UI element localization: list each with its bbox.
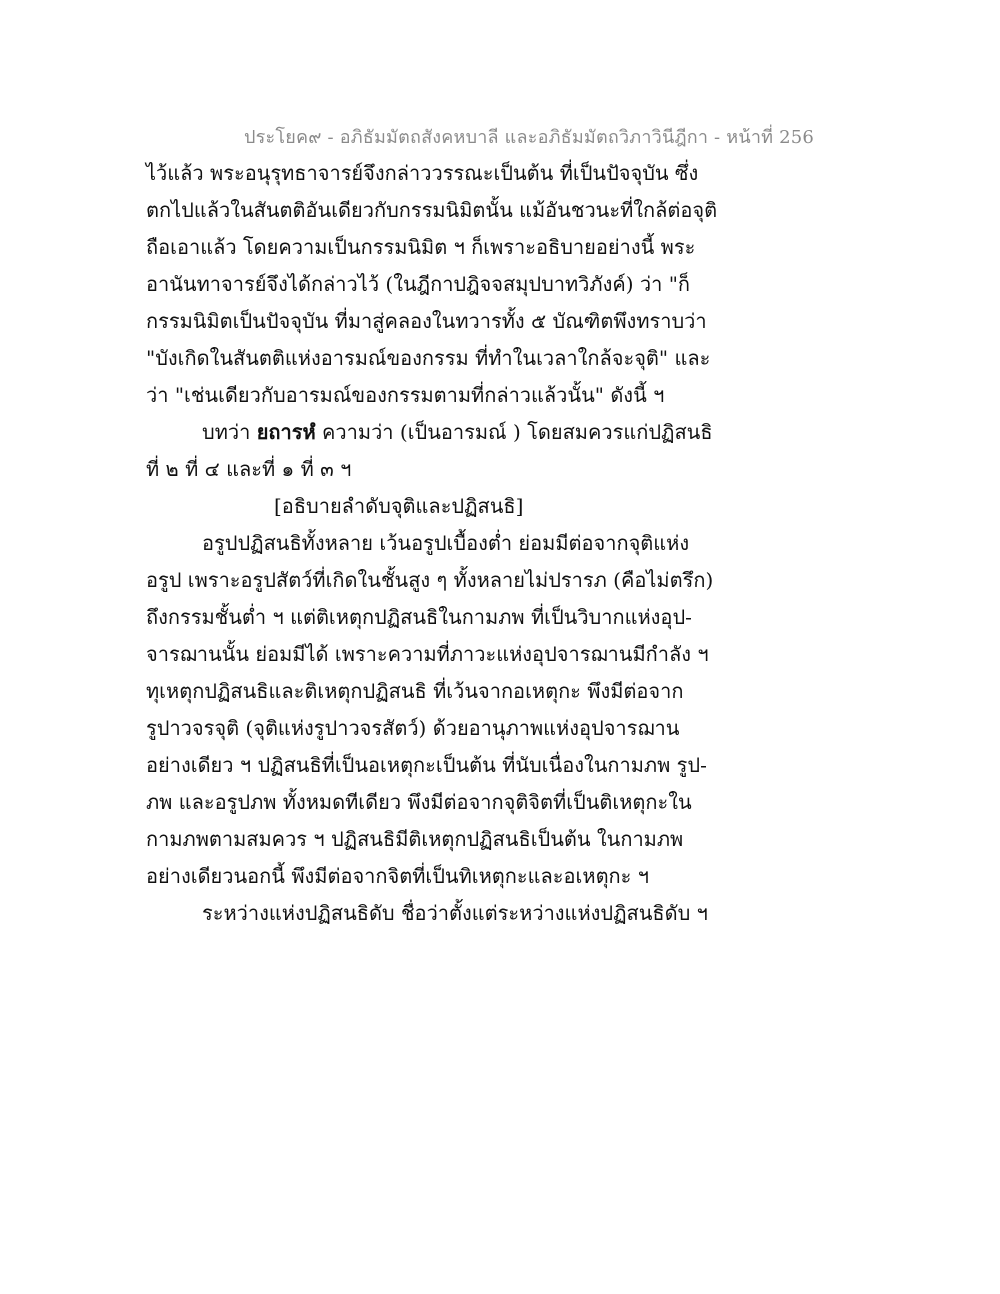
section-heading: [อธิบายลำดับจุติและปฏิสนธิ]: [274, 494, 524, 518]
text-line: รูปาวจรจุติ (จุติแห่งรูปาวจรสัตว์) ด้วยอานุภาพแห่งอุปจารฌาน: [146, 716, 680, 740]
bold-term: ยถารหํ: [256, 420, 316, 444]
text-line: ทุเหตุกปฏิสนธิและติเหตุกปฏิสนธิ ที่เว้นจากอเหตุกะ พึงมีต่อจาก: [146, 679, 684, 703]
text-line: ที่ ๒ ที่ ๔ และที่ ๑ ที่ ๓ ฯ: [146, 457, 352, 481]
running-header: ประโยค๙ - อภิธัมมัตถสังคหบาลี และอภิธัมมัตถวิภาวินีฎีกา - หน้าที่ 256: [244, 127, 815, 148]
text-line: "บังเกิดในสันตติแห่งอารมณ์ของกรรม ที่ทำในเวลาใกล้จะจุติ" และ: [146, 346, 711, 370]
text-line: จารฌานนั้น ย่อมมีได้ เพราะความที่ภาวะแห่งอุปจารฌานมีกำลัง ฯ: [146, 642, 709, 666]
text-line: ว่า "เช่นเดียวกับอารมณ์ของกรรมตามที่กล่าวแล้วนั้น" ดังนี้ ฯ: [146, 383, 665, 407]
text-line: ไว้แล้ว พระอนุรุทธาจารย์จึงกล่าววรรณะเป็นต้น ที่เป็นปัจจุบัน ซึ่ง: [146, 161, 699, 185]
text-line: [146, 414, 713, 451]
text-line: ระหว่างแห่งปฏิสนธิดับ ชื่อว่าตั้งแต่ระหว่างแห่งปฏิสนธิดับ ฯ: [202, 901, 708, 925]
text-line: อรูป เพราะอรูปสัตว์ที่เกิดในชั้นสูง ๆ ทั้งหลายไม่ปรารภ (คือไม่ตรึก): [146, 568, 714, 592]
para2-prefix: บทว่า: [202, 420, 257, 444]
text-line: กามภพตามสมควร ฯ ปฏิสนธิมีติเหตุกปฏิสนธิเป็นต้น ในกามภพ: [146, 827, 684, 851]
text-line: อย่างเดียวนอกนี้ พึงมีต่อจากจิตที่เป็นทิเหตุกะและอเหตุกะ ฯ: [146, 864, 649, 888]
text-line: ภพ และอรูปภพ ทั้งหมดทีเดียว พึงมีต่อจากจุติจิตที่เป็นติเหตุกะใน: [146, 790, 692, 814]
text-line: ถึงกรรมชั้นต่ำ ฯ แต่ติเหตุกปฏิสนธิในกามภพ ที่เป็นวิบากแห่งอุป-: [146, 605, 692, 629]
text-line: อรูปปฏิสนธิทั้งหลาย เว้นอรูปเบื้องต่ำ ย่อมมีต่อจากจุติแห่ง: [202, 531, 690, 555]
text-line: ตกไปแล้วในสันตติอันเดียวกับกรรมนิมิตนั้น แม้อันชวนะที่ใกล้ต่อจุติ: [146, 198, 718, 222]
para2-rest: ความว่า (เป็นอารมณ์ ) โดยสมควรแก่ปฏิสนธิ: [315, 420, 713, 444]
text-line: อานันทาจารย์จึงได้กล่าวไว้ (ในฎีกาปฎิจจสมุปบาทวิภังค์) ว่า "ก็: [146, 272, 691, 296]
body-text: [146, 155, 718, 932]
text-line: ถือเอาแล้ว โดยความเป็นกรรมนิมิต ฯ ก็เพราะอธิบายอย่างนี้ พระ: [146, 235, 696, 259]
text-line: กรรมนิมิตเป็นปัจจุบัน ที่มาสู่คลองในทวารทั้ง ๕ บัณฑิตพึงทราบว่า: [146, 309, 707, 333]
text-line: อย่างเดียว ฯ ปฏิสนธิที่เป็นอเหตุกะเป็นต้น ที่นับเนื่องในกามภพ รูป-: [146, 753, 707, 777]
